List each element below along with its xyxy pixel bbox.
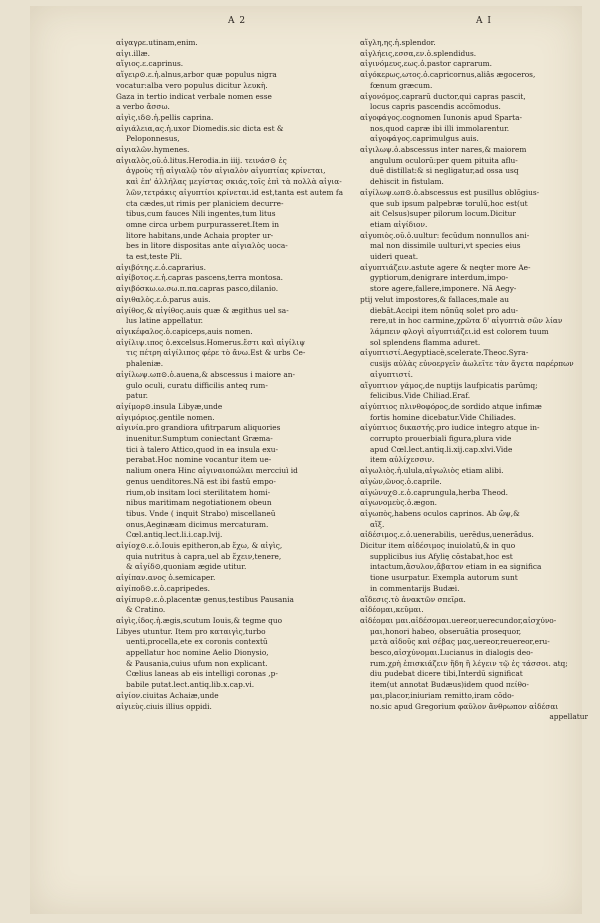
dictionary-line-text: duē distillat:& si negligatur,ad ossa usq xyxy=(370,166,519,176)
dictionary-line xyxy=(116,477,344,488)
dictionary-line-text: & Cratino. xyxy=(126,605,166,615)
dictionary-line-text: angulum oculorū:per quem pituita aflu- xyxy=(370,155,518,165)
dictionary-line xyxy=(360,59,588,70)
dictionary-line xyxy=(360,92,588,103)
dictionary-line xyxy=(116,49,344,60)
dictionary-line-text: λῶν,τετράκις αἰγυπτίοι κρίνεται.id est,tanta est autem fa xyxy=(126,187,344,197)
dictionary-line xyxy=(116,488,344,499)
dictionary-line xyxy=(116,327,344,338)
dictionary-line-text: αἰγίθος,& αἰγίθος.auis quæ & ægithus uel sa- xyxy=(116,305,289,315)
dictionary-line-text: αἰγὶς,ιδ⊙.ἡ.pellis caprina. xyxy=(116,112,214,122)
dictionary-line-text: λάμπειν φλογὶ αἰγυπτιάζει.id est colorem tuum xyxy=(370,326,549,336)
dictionary-line-text: uenti,procella,ete ex coronis contextū xyxy=(126,637,268,647)
dictionary-line xyxy=(360,220,588,231)
dictionary-line-text: que sub ipsum palpebræ torulū,hoc est(ut xyxy=(370,198,528,208)
dictionary-line xyxy=(360,530,588,541)
dictionary-line xyxy=(116,659,344,670)
dictionary-line-text: nos,quod capræ ibi illi immolarentur. xyxy=(370,123,510,133)
dictionary-line xyxy=(360,637,588,648)
dictionary-line-text: καὶ ἐπ' ἀλλήλας μεγίστας σκιάς,τοῖς ἐπὶ τὰ πολλὰ αἰγια- xyxy=(126,177,342,187)
dictionary-line xyxy=(360,413,588,424)
dictionary-line-text: αἰγίποδ⊙.ε.ὁ.capripedes. xyxy=(116,583,211,593)
dictionary-line-text: item(ut annotat Budæus)idem quod πείθο- xyxy=(370,680,529,690)
dictionary-line xyxy=(116,391,344,402)
dictionary-line xyxy=(360,241,588,252)
dictionary-line xyxy=(116,81,344,92)
dictionary-line xyxy=(360,359,588,370)
dictionary-line-text: αἰγινόμευς,εως.ὁ.pastor caprarum. xyxy=(360,59,492,69)
dictionary-line-text: αἰγώνυχ⊙.ε.ὁ.caprungula,herba Theod. xyxy=(360,487,509,497)
dictionary-line-text: αἰγικέφαλος.ὁ.capiceps,auis nomen. xyxy=(116,326,253,336)
dictionary-line xyxy=(116,584,344,595)
dictionary-line xyxy=(360,680,588,691)
dictionary-line xyxy=(360,381,588,392)
dictionary-line-text: αἰγιβόσκω.ω.σω.π.πα.capras pasco,dilanio. xyxy=(116,284,279,294)
dictionary-line xyxy=(360,284,588,295)
dictionary-line xyxy=(360,348,588,359)
dictionary-line-text: αἰγύπτιος δικαστής.pro iudice integro atque in- xyxy=(360,423,540,433)
dictionary-line-text: Dicitur item αἰδέσιμος inuiolatū,& in quo xyxy=(360,541,516,551)
dictionary-line xyxy=(360,316,588,327)
dictionary-line xyxy=(116,562,344,573)
dictionary-line xyxy=(116,295,344,306)
dictionary-line-text: αἰγίλωψ.ωπ⊙.ὁ.auena,& abscessus i maiore an- xyxy=(116,369,296,379)
dictionary-line xyxy=(360,81,588,92)
dictionary-line-text: sol splendens flamma aduret. xyxy=(370,337,481,347)
dictionary-line-text: gulo oculi, curatu difficilis anteq rum- xyxy=(126,380,268,390)
dictionary-line xyxy=(360,124,588,135)
dictionary-line xyxy=(116,530,344,541)
dictionary-line-text: item αὐλίχεσσιν. xyxy=(370,455,435,465)
dictionary-line xyxy=(360,102,588,113)
dictionary-line-text: αἰγίμορ⊙.insula Libyæ,unde xyxy=(116,401,223,411)
dictionary-line-text: αἴγιος.ε.caprinus. xyxy=(116,59,184,69)
dictionary-line-text: onus,Aeginæam dicimus mercaturam. xyxy=(126,519,269,529)
dictionary-line xyxy=(360,370,588,381)
dictionary-line xyxy=(360,659,588,670)
dictionary-line-text: rum.χρὴ ἐπισκιάζειν ἤδη ἢ λέγειν τῷ ἐς τάσσοι. atq; xyxy=(370,658,568,668)
dictionary-line-text: diebāt.Accipi item nōnūq solet pro adu- xyxy=(370,305,518,315)
dictionary-line-text: appellatur hoc nomine Aelio Dionysio, xyxy=(126,648,269,658)
dictionary-line xyxy=(360,188,588,199)
dictionary-line xyxy=(360,466,588,477)
dictionary-line-text: cusijs αὐλὰς εὐνοεργεῖν ἀωλεῖτε τὰν ἄγετα παρέρπων xyxy=(370,359,574,369)
dictionary-line-text: tibus,cum fauces Nili ingentes,tum litus xyxy=(126,209,276,219)
left-column xyxy=(116,38,344,712)
dictionary-line-text: besco,αἰσχύνομαι.Lucianus in dialogis deo- xyxy=(370,648,534,658)
dictionary-line-text: felicibus.Vide Chiliad.Eraf. xyxy=(370,391,471,401)
dictionary-line xyxy=(360,166,588,177)
dictionary-line xyxy=(116,498,344,509)
dictionary-line xyxy=(116,166,344,177)
dictionary-line-text: Gaza in tertio indicat verbale nomen esse xyxy=(116,91,272,101)
dictionary-line xyxy=(116,38,344,49)
dictionary-line xyxy=(116,70,344,81)
dictionary-line xyxy=(116,445,344,456)
dictionary-line xyxy=(116,637,344,648)
dictionary-line-text: αἰγιάλεια,ας.ἡ.uxor Diomedis.sic dicta est & xyxy=(116,123,284,133)
dictionary-line xyxy=(360,498,588,509)
dictionary-line xyxy=(116,113,344,124)
dictionary-line xyxy=(360,209,588,220)
dictionary-line-text: omne circa urbem purpurasseret.Item in xyxy=(126,219,280,229)
dictionary-line xyxy=(116,188,344,199)
dictionary-line xyxy=(360,595,588,606)
dictionary-line-text: αἰγυπτιστί.Aegyptiacè,scelerate.Theoc.Syra- xyxy=(360,348,529,358)
dictionary-line xyxy=(116,124,344,135)
dictionary-line-text: αἰγοφάγος.caprimulgus auis. xyxy=(370,134,479,144)
dictionary-line-text: Cœl.antiq.lect.li.i.cap.lvij. xyxy=(126,530,223,540)
dictionary-line xyxy=(116,177,344,188)
dictionary-line-text: αἰγι.illæ. xyxy=(116,48,150,58)
dictionary-line xyxy=(360,306,588,317)
dictionary-line xyxy=(360,627,588,638)
dictionary-line xyxy=(116,702,344,713)
dictionary-line xyxy=(116,145,344,156)
dictionary-line xyxy=(116,273,344,284)
dictionary-line-text: αἰγαγρε.utinam,enim. xyxy=(116,38,198,47)
dictionary-line-text: rere,ut in hoc carmine,χρῶτα δ' αἰγυπτιὰ σῶν λίαν xyxy=(370,316,563,326)
dictionary-line xyxy=(360,273,588,284)
dictionary-line xyxy=(360,252,588,263)
dictionary-line xyxy=(360,455,588,466)
dictionary-line-text: αἰγίβοτος.ε.ἡ.capras pascens,terra montosa. xyxy=(116,273,283,283)
dictionary-line xyxy=(116,509,344,520)
dictionary-line xyxy=(360,391,588,402)
dictionary-line-text: perabat.Hoc nomine vocantur item ue- xyxy=(126,455,272,465)
dictionary-line-text: mal non dissimile uulturi,vt species eius xyxy=(370,241,521,251)
dictionary-line xyxy=(360,541,588,552)
dictionary-line xyxy=(116,156,344,167)
dictionary-line-text: μαι,honori habeo, obseruātia prosequor, xyxy=(370,626,522,636)
dictionary-line-text: ta est,teste Pli. xyxy=(126,252,183,262)
dictionary-line xyxy=(116,92,344,103)
dictionary-line xyxy=(116,252,344,263)
dictionary-line xyxy=(360,552,588,563)
dictionary-line-text: αἰγιμόριος.gentile nomen. xyxy=(116,412,215,422)
dictionary-line xyxy=(116,413,344,424)
dictionary-line xyxy=(116,209,344,220)
dictionary-line-text: αἰγοφάγος.cognomen Iunonis apud Sparta- xyxy=(360,112,523,122)
book-page xyxy=(30,6,588,914)
dictionary-line xyxy=(360,648,588,659)
dictionary-line-text: & Pausania,cuius ufum non explicant. xyxy=(126,658,268,668)
dictionary-line-text: αἰγωλιὸς.ἡ.ulula,αἰγωλιὸς etiam alibi. xyxy=(360,466,504,476)
dictionary-line xyxy=(116,455,344,466)
dictionary-line-text: ἀγροὺς τῇ αἰγιαλῷ τὸν αἰγιαλὸν αἰγυπτίας κρίνεται, xyxy=(126,166,326,176)
dictionary-line xyxy=(360,691,588,702)
dictionary-line-text: diu pudebat dicere tibi,Interdū significat xyxy=(370,669,523,679)
dictionary-line xyxy=(116,316,344,327)
dictionary-line-text: αἴξ. xyxy=(370,519,385,529)
dictionary-line xyxy=(360,669,588,680)
dictionary-line-text: cta cædes,ut rimis per planiciem decurre- xyxy=(126,198,284,208)
dictionary-line xyxy=(360,327,588,338)
dictionary-line-text: lus latine appellatur. xyxy=(126,316,204,326)
dictionary-line xyxy=(360,38,588,49)
dictionary-line xyxy=(360,573,588,584)
dictionary-line-text: αἴδεσις.τὸ ἀνακτῶν σπεῖρα. xyxy=(360,594,466,604)
dictionary-line-text: αἰγλήεις,εσσα,εν.ὁ.splendidus. xyxy=(360,48,477,58)
dictionary-line-text: supplicibus ius Afylię cōstabat,hoc est xyxy=(370,551,513,561)
dictionary-line-text: αἰδέομαι,κεῦμαι. xyxy=(360,605,424,615)
dictionary-line-text: nibus maritimam negotiationem obeun xyxy=(126,498,272,508)
dictionary-line-text: Libyes utuntur. Item pro καταιγὶς,turbo xyxy=(116,626,266,636)
dictionary-line-text: αἰγὶς,ίδος.ἡ.ægis,scutum Iouis,& tegme quo xyxy=(116,615,283,625)
dictionary-line xyxy=(360,113,588,124)
dictionary-line-text: αἰγυπτιάζειν.astute agere & neqter more Ae- xyxy=(360,262,531,272)
dictionary-line-text: bes in litore dispositas ante αἰγιαλὸς uoca- xyxy=(126,241,288,251)
dictionary-line-text: genus uenditores.Nā est ibi fastū empo- xyxy=(126,476,276,486)
dictionary-line xyxy=(116,691,344,702)
dictionary-line xyxy=(360,423,588,434)
right-signature-mark: A I xyxy=(476,16,492,26)
dictionary-line xyxy=(360,477,588,488)
dictionary-line-text: Cœlius laneas ab eis intelligi coronas ,p- xyxy=(126,669,278,679)
dictionary-line-text: babile putat.lect.antiq.lib.x.cap.vi. xyxy=(126,680,255,690)
dictionary-line-text: vocatur:alba vero populus dicitur λευκὴ. xyxy=(116,80,268,90)
dictionary-line-text: corrupto prouerbiali figura,plura vide xyxy=(370,434,512,444)
dictionary-line xyxy=(116,306,344,317)
dictionary-line xyxy=(360,402,588,413)
dictionary-line xyxy=(116,627,344,638)
dictionary-line xyxy=(360,134,588,145)
dictionary-line xyxy=(116,241,344,252)
dictionary-line-text: nalium onera Hinc αἰγιναιοπώλαι mercciuì id xyxy=(126,466,298,476)
dictionary-line-text: αἴγλη,ης.ἡ.splendor. xyxy=(360,38,436,47)
dictionary-line xyxy=(116,59,344,70)
dictionary-line-text: αἰγωπὸς,habens oculos caprinos. Ab ὤψ,& xyxy=(360,508,520,518)
dictionary-line xyxy=(360,156,588,167)
dictionary-line-text: ait Celsus)super pilorum locum.Dicitur xyxy=(370,209,516,219)
dictionary-line xyxy=(116,263,344,274)
dictionary-line-text: αἴγειρ⊙.ε.ἡ.alnus,arbor quæ populus nigra xyxy=(116,70,277,80)
dictionary-line-text: uideri queat. xyxy=(370,252,419,262)
dictionary-line xyxy=(360,584,588,595)
dictionary-line-text: τις πέτρη αἰγίλιπος φέρε τὸ ἄνω.Est & urbs Ce- xyxy=(126,348,306,358)
dictionary-line xyxy=(116,134,344,145)
dictionary-line xyxy=(116,573,344,584)
dictionary-line-text: tibus. Vnde ( inquit Strabo) miscellaneū xyxy=(126,508,276,518)
dictionary-line xyxy=(116,348,344,359)
dictionary-line-text: store agere,fallere,imponere. Nā Aegy- xyxy=(370,284,517,294)
dictionary-line-text: αἰγινία.pro grandiora ufitrparum aliquories xyxy=(116,423,281,433)
dictionary-line xyxy=(360,616,588,627)
dictionary-line xyxy=(116,381,344,392)
dictionary-line-text: patur. xyxy=(126,391,148,401)
dictionary-line xyxy=(116,648,344,659)
dictionary-line xyxy=(116,595,344,606)
dictionary-line xyxy=(116,423,344,434)
dictionary-line-text: phaleniæ. xyxy=(126,359,164,369)
dictionary-line xyxy=(360,338,588,349)
dictionary-line xyxy=(116,402,344,413)
dictionary-line xyxy=(360,70,588,81)
dictionary-line-text: αἰγιαλῶν.hymenes. xyxy=(116,145,190,155)
dictionary-line-text: no.sic apud Gregorium φαῦλον ἄνθρωπον αἰδέσαι xyxy=(370,701,559,711)
dictionary-line-text: gyptiorum,denigrare interdum,impo- xyxy=(370,273,509,283)
dictionary-line xyxy=(360,702,588,713)
dictionary-line xyxy=(116,466,344,477)
dictionary-line xyxy=(360,605,588,616)
dictionary-line-text: αἰγόκερως,ωτος.ὁ.capricornus,aliâs ægoceros, xyxy=(360,70,536,80)
dictionary-line-text: αἰγίλωψ.ωπ⊙.ὁ.abscessus est pusillus oblōgius- xyxy=(360,187,540,197)
dictionary-line-text: tici à talero Attico,quod in ea insula exu- xyxy=(126,444,279,454)
dictionary-line-text: αἰγιεὺς.ciuis illius oppidi. xyxy=(116,701,212,711)
dictionary-line xyxy=(116,434,344,445)
dictionary-line xyxy=(116,605,344,616)
dictionary-line xyxy=(116,520,344,531)
dictionary-line-text: fortis homine dicebatur.Vide Chiliades. xyxy=(370,412,516,422)
dictionary-line xyxy=(360,177,588,188)
dictionary-line-text: dehiscit in fistulam. xyxy=(370,177,444,187)
dictionary-line-text: μαι,placor,iniuriam remitto,iram cōdo- xyxy=(370,690,515,700)
dictionary-line-text: litore habitans,unde Achaia propter ur- xyxy=(126,230,274,240)
dictionary-line xyxy=(360,145,588,156)
dictionary-line-text: αἰγιλωψ.ὁ.abscessus inter nares,& maiorem xyxy=(360,145,527,155)
dictionary-line xyxy=(116,359,344,370)
dictionary-line-text: αἰγιθαλὸς.ε.ὁ.parus auis. xyxy=(116,294,211,304)
dictionary-line xyxy=(360,49,588,60)
dictionary-line-text: a verbo ἄσσω. xyxy=(116,102,170,112)
dictionary-line xyxy=(360,263,588,274)
dictionary-line xyxy=(116,102,344,113)
dictionary-line-text: αἰγίλιψ.ιπος ὁ.excelsus.Homerus.ἔστι καὶ αἰγίλιψ xyxy=(116,337,306,347)
dictionary-line xyxy=(116,284,344,295)
dictionary-line xyxy=(360,509,588,520)
dictionary-line-text: inuenitur.Sumptum coniectant Græma- xyxy=(126,434,273,444)
dictionary-line xyxy=(116,680,344,691)
dictionary-line xyxy=(116,338,344,349)
dictionary-line-text: in commentarijs Budæi. xyxy=(370,583,460,593)
dictionary-line-text: Peloponnesus, xyxy=(126,134,180,144)
dictionary-line-text: αἴγυπτιον γάμος,de nuptijs laufpicatis parūmq; xyxy=(360,380,538,390)
dictionary-line-text: αἰγιβότης.ε.ὁ.caprarius. xyxy=(116,262,206,272)
dictionary-line-text: intactum,ἄσυλον,ἄβατον etiam in ea significa xyxy=(370,562,542,572)
dictionary-line-text: αἰγυπιὸς.οῦ.ὁ.uultur: fecūdum nonnullos ani- xyxy=(360,230,530,240)
dictionary-line-text: αἰγὼν,ῶνος.ὁ.caprile. xyxy=(360,476,442,486)
dictionary-line xyxy=(360,562,588,573)
dictionary-line-text: etiam αἰγίδιον. xyxy=(370,219,428,229)
dictionary-line-text: locus capris pascendis accōmodus. xyxy=(370,102,501,112)
dictionary-line-text: αἰδέομαι μαι.αἰδέσομαι.uereor,uerecundor,αἰσχύνο- xyxy=(360,615,557,625)
dictionary-line xyxy=(116,199,344,210)
dictionary-line xyxy=(116,552,344,563)
dictionary-line-text: & αἰγίδ⊙,quoniam ægide utitur. xyxy=(126,562,247,572)
dictionary-line-text: αἰγίπυρ⊙.ε.ὁ.placentæ genus,testibus Pausania xyxy=(116,594,294,604)
right-column xyxy=(360,38,588,723)
dictionary-line-text: αἰγονόμος.caprarū ductor,qui capras pascit, xyxy=(360,91,526,101)
dictionary-line xyxy=(360,199,588,210)
dictionary-line xyxy=(360,712,588,723)
dictionary-line-text: αἰγίον.ciuitas Achaiæ,unde xyxy=(116,690,219,700)
dictionary-line xyxy=(360,295,588,306)
dictionary-line-text: appellatur xyxy=(549,712,588,722)
dictionary-line xyxy=(360,488,588,499)
dictionary-line-text: tione usurpatur. Exempla autorum sunt xyxy=(370,573,518,583)
dictionary-line-text: fœnum græcum. xyxy=(370,80,433,90)
dictionary-line xyxy=(116,370,344,381)
dictionary-line-text: apud Cœl.lect.antiq.li.xij.cap.xlvi.Vide xyxy=(370,444,513,454)
dictionary-line xyxy=(116,231,344,242)
dictionary-line xyxy=(360,445,588,456)
dictionary-line-text: αἰγυπτιστί. xyxy=(370,369,414,379)
dictionary-line-text: αἰγωνομεὺς.ὁ.ægon. xyxy=(360,498,437,508)
left-signature-mark: A 2 xyxy=(228,16,247,26)
dictionary-line xyxy=(116,541,344,552)
dictionary-line-text: ptij velut impostores,& fallaces,male au xyxy=(360,294,510,304)
dictionary-line xyxy=(360,434,588,445)
dictionary-line-text: αἰγύπτιος πλινθοφόρος,de sordido atque infimæ xyxy=(360,401,542,411)
dictionary-line xyxy=(360,520,588,531)
dictionary-line-text: quia nutritus à capra,uel ab ἔχειν,tenere, xyxy=(126,551,282,561)
dictionary-line xyxy=(116,616,344,627)
dictionary-line xyxy=(360,231,588,242)
dictionary-line xyxy=(116,669,344,680)
dictionary-line-text: αἰγιαλὸς,οῦ.ὁ.litus.Herodia.in iiij. τεινάσ⊙ ἐς xyxy=(116,155,287,165)
dictionary-line-text: αἰδέσιμος.ε.ὁ.uenerabilis, uerēdus,uenerādus. xyxy=(360,530,534,540)
dictionary-line-text: αἰγίπαν.ανος ὁ.semicaper. xyxy=(116,573,216,583)
dictionary-line-text: μετὰ αἰδοῦς καὶ σέβας μας,uereor,reuereor,eru- xyxy=(370,637,550,647)
dictionary-line-text: rium,ob insitam loci sterilitatem homi- xyxy=(126,487,271,497)
dictionary-line-text: αἰγίοχ⊙.ε.ὁ.Iouis epitheron,ab ἔχω, & αἰγὶς, xyxy=(116,541,283,551)
dictionary-line xyxy=(116,220,344,231)
